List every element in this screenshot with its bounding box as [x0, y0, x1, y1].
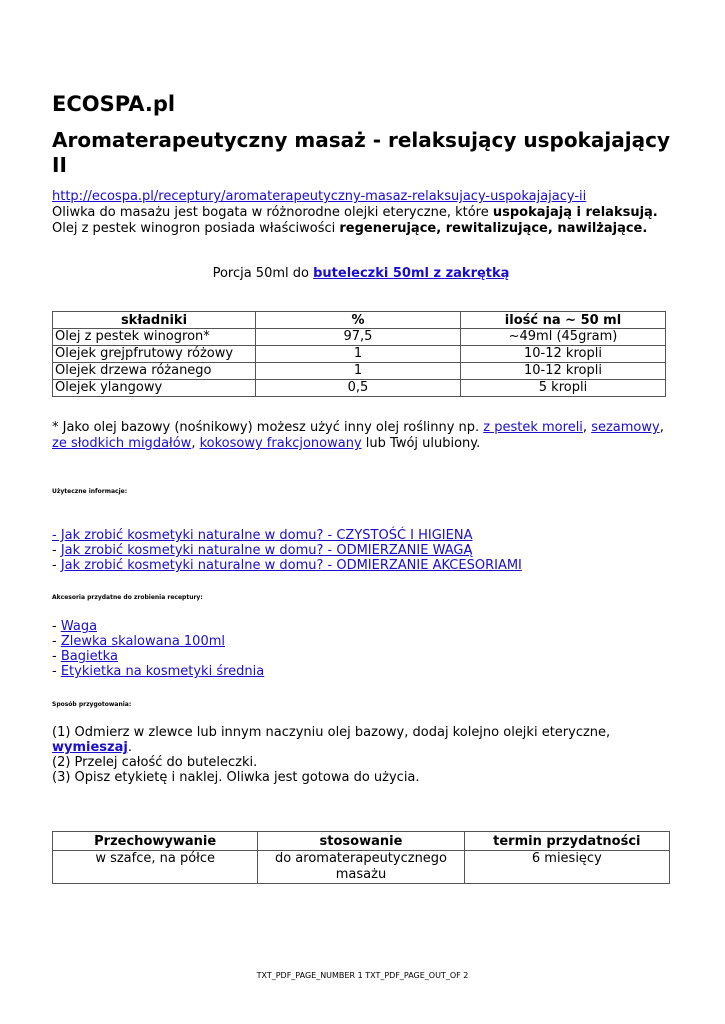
- accessories-heading: Akcesoria przydatne do zrobienia receptury:: [52, 594, 203, 601]
- useful-info-heading: Użyteczne informacje:: [52, 488, 128, 495]
- page-footer: TXT_PDF_PAGE_NUMBER 1 TXT_PDF_PAGE_OUT_OF 2: [256, 971, 469, 980]
- header-storage: Przechowywanie: [53, 832, 258, 851]
- header-shelf-life: termin przydatności: [464, 832, 669, 851]
- intro-block: [52, 189, 670, 237]
- shelf-life-value: 6 miesięcy: [464, 851, 669, 884]
- table-header-row: [53, 832, 670, 851]
- apricot-oil-link[interactable]: z pestek moreli: [483, 420, 583, 435]
- table-row: [53, 380, 666, 397]
- recipe-url-link[interactable]: http://ecospa.pl/receptury/aromaterapeutyczny-masaz-relaksujacy-uspokajajacy-ii: [52, 189, 587, 204]
- ingredient-amount: ~49ml (45gram): [460, 329, 665, 346]
- storage-table: [52, 831, 670, 884]
- sesame-oil-link[interactable]: sezamowy: [591, 420, 660, 435]
- ingredient-percent: 1: [255, 346, 460, 363]
- note-text-end: lub Twój ulubiony.: [361, 436, 481, 451]
- step-2-text: (2) Przelej całość do buteleczki.: [52, 755, 258, 770]
- ingredient-amount: 10-12 kropli: [460, 363, 665, 380]
- intro-text-1: Oliwka do masażu jest bogata w różnorodne olejki eteryczne, które: [52, 205, 493, 220]
- coconut-oil-link[interactable]: kokosowy frakcjonowany: [199, 436, 362, 451]
- stirring-rod-link[interactable]: Bagietka: [60, 649, 118, 664]
- storage-value: w szafce, na półce: [53, 851, 258, 884]
- header-ingredients: składniki: [53, 312, 256, 329]
- portion-line: [52, 266, 670, 281]
- ingredient-percent: 97,5: [255, 329, 460, 346]
- bottle-link[interactable]: buteleczki 50ml z zakrętką: [313, 266, 510, 281]
- portion-text: Porcja 50ml do: [212, 266, 314, 281]
- ingredient-amount: 5 kropli: [460, 380, 665, 397]
- table-row: [53, 329, 666, 346]
- note-separator: ,: [582, 420, 592, 435]
- table-row: [53, 363, 666, 380]
- ingredient-name: Olejek ylangowy: [53, 380, 256, 397]
- usage-value: do aromaterapeutycznego masażu: [258, 851, 464, 884]
- ingredient-percent: 0,5: [255, 380, 460, 397]
- label-link[interactable]: Etykietka na kosmetyki średnia: [60, 664, 265, 679]
- mix-link[interactable]: wymieszaj: [52, 740, 128, 755]
- intro-text-2: Olej z pestek winogron posiada właściwości: [52, 221, 340, 236]
- ingredient-name: Olejek drzewa różanego: [53, 363, 256, 380]
- recipe-title: Aromaterapeutyczny masaż - relaksujący uspokajający II: [52, 128, 670, 177]
- beaker-link[interactable]: Zlewka skalowana 100ml: [60, 634, 226, 649]
- table-header-row: [53, 312, 666, 329]
- scale-guide-link[interactable]: Jak zrobić kosmetyki naturalne w domu? - ODMIERZANIE WAGĄ: [60, 543, 473, 558]
- note-separator: ,: [191, 436, 200, 451]
- note-text: * Jako olej bazowy (nośnikowy) możesz użyć inny olej roślinny np.: [52, 420, 484, 435]
- intro-bold-1: uspokajają i relaksują.: [492, 205, 658, 220]
- step-3-text: (3) Opisz etykietę i naklej. Oliwka jest gotowa do użycia.: [52, 770, 420, 785]
- header-percent: %: [255, 312, 460, 329]
- ingredient-name: Olej z pestek winogron*: [53, 329, 256, 346]
- ingredient-percent: 1: [255, 363, 460, 380]
- almond-oil-link[interactable]: ze słodkich migdałów: [52, 436, 192, 451]
- useful-info-links: - Jak zrobić kosmetyki naturalne w domu? - CZYSTOŚĆ I HIGIENA - Jak zrobić kosmetyki naturalne w domu? - ODMIERZANIE WAGĄ - Jak zrobić kosmetyki naturalne w domu? - ODMIERZANIE AKCESORIAMI: [52, 528, 522, 573]
- intro-bold-2: regenerujące, rewitalizujące, nawilżające.: [339, 221, 648, 236]
- header-usage: stosowanie: [258, 832, 464, 851]
- table-row: [53, 346, 666, 363]
- step-1-text: (1) Odmierz w zlewce lub innym naczyniu olej bazowy, dodaj kolejno olejki eteryczne,: [52, 725, 611, 740]
- scale-link[interactable]: Waga: [60, 619, 98, 634]
- step-1-end: .: [127, 740, 132, 755]
- table-row: [53, 851, 670, 884]
- preparation-heading: Sposób przygotowania:: [52, 701, 132, 708]
- note-separator: ,: [659, 420, 664, 435]
- accessories-guide-link[interactable]: Jak zrobić kosmetyki naturalne w domu? - ODMIERZANIE AKCESORIAMI: [60, 558, 522, 573]
- base-oil-note: [52, 420, 670, 452]
- site-title: ECOSPA.pl: [52, 92, 176, 116]
- header-amount: ilość na ~ 50 ml: [460, 312, 665, 329]
- ingredient-name: Olejek grejpfrutowy różowy: [53, 346, 256, 363]
- accessories-list: - Waga - Zlewka skalowana 100ml - Bagietka - Etykietka na kosmetyki średnia: [52, 619, 265, 679]
- hygiene-guide-link[interactable]: - Jak zrobić kosmetyki naturalne w domu? - CZYSTOŚĆ I HIGIENA: [52, 528, 473, 543]
- ingredient-amount: 10-12 kropli: [460, 346, 665, 363]
- ingredients-table: [52, 311, 666, 397]
- preparation-steps: [52, 725, 670, 785]
